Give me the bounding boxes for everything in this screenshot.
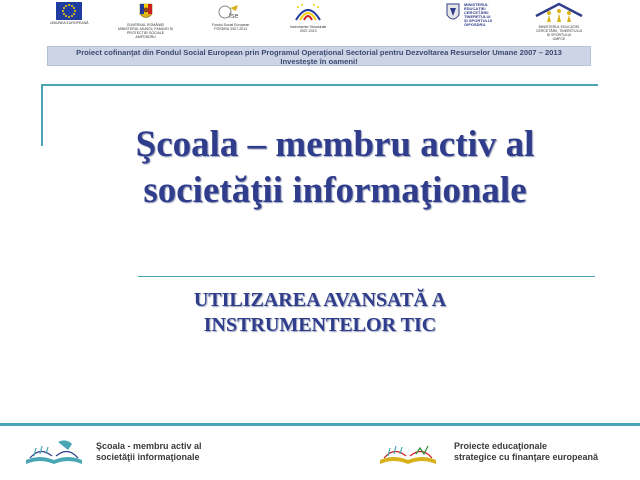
banner-line-1: Proiect cofinanţat din Fondul Social European prin Programul Operaţional Sectorial pentru Dezvoltarea Resurselor Umane 2007 – 2013 — [76, 48, 562, 57]
ministry-education-caption: MINISTERUL EDUCAȚIEI CERCETĂRII TINERETULUI ȘI SPORTULUI OIPOSDRU — [464, 2, 493, 27]
house-people-icon — [530, 2, 588, 24]
footer-right-line-2: strategice cu finanţare europeană — [454, 452, 599, 462]
svg-text:fse: fse — [228, 13, 239, 20]
eu-star-icon — [65, 5, 67, 7]
instrumente-structurale-icon — [290, 2, 326, 24]
footer-left-text — [96, 441, 202, 463]
eu-star-icon — [71, 15, 73, 17]
slide-subtitle — [120, 288, 520, 338]
slide-title-line-2: societăţii informaţionale — [143, 170, 527, 211]
ministry-house-caption: MINISTERUL EDUCAȚIEI CERCETĂRII, TINERETULUI ȘI SPORTULUI UMPCE — [535, 25, 583, 41]
eu-star-icon — [68, 16, 70, 18]
slide-subtitle-line-2: INSTRUMENTELOR TIC — [203, 314, 437, 336]
eu-star-icon — [73, 7, 75, 9]
eu-star-icon — [62, 10, 64, 12]
eu-logo — [50, 2, 89, 25]
eu-star-icon — [74, 10, 76, 12]
eu-flag-icon — [56, 2, 82, 20]
eu-logo-caption: UNIUNEA EUROPEANĂ — [50, 21, 89, 25]
subtitle-divider-line — [138, 276, 595, 277]
eu-star-icon — [73, 13, 75, 15]
banner-line-2: Investeşte în oameni! — [280, 57, 358, 66]
left-accent-line — [41, 84, 43, 146]
footer-left-line-2: societăţii informaţionale — [96, 452, 200, 462]
top-accent-line — [41, 84, 598, 86]
ministry-crest-icon — [444, 2, 462, 24]
is-logo-caption: Instrumente Structurale 2007-2013 — [290, 25, 327, 33]
open-book-icon-left — [22, 436, 86, 466]
fse-icon — [216, 2, 246, 22]
romania-logo-caption: GUVERNUL ROMÂNIEI MINISTERUL MUNCII, FAMILIEI ȘI PROTECȚIEI SOCIALE AMPOSDRU — [118, 23, 174, 39]
footer-right-line-1: Proiecte educaţionale — [454, 441, 548, 451]
eu-star-icon — [63, 7, 65, 9]
slide-title-line-1: Şcoala – membru activ al — [135, 124, 535, 165]
footer-left-line-1: Şcoala - membru activ al — [96, 441, 202, 451]
ministry-education-logo — [444, 2, 492, 27]
ministry-house-logo — [530, 2, 588, 41]
romania-logo — [118, 2, 173, 39]
cofinancing-banner — [47, 46, 591, 66]
romania-crest-icon — [134, 2, 158, 22]
open-book-icon-right — [376, 436, 440, 466]
is-logo — [290, 2, 326, 33]
slide-title — [70, 122, 600, 214]
footer-divider-line — [0, 423, 640, 426]
footer-right-text — [454, 441, 598, 463]
fse-logo-caption: Fondul Social European POSDRU 2007-2013 — [212, 23, 250, 31]
slide-subtitle-line-1: UTILIZAREA AVANSATĂ A — [193, 289, 447, 311]
eu-star-icon — [68, 4, 70, 6]
fse-logo — [212, 2, 249, 31]
eu-star-icon — [65, 15, 67, 17]
